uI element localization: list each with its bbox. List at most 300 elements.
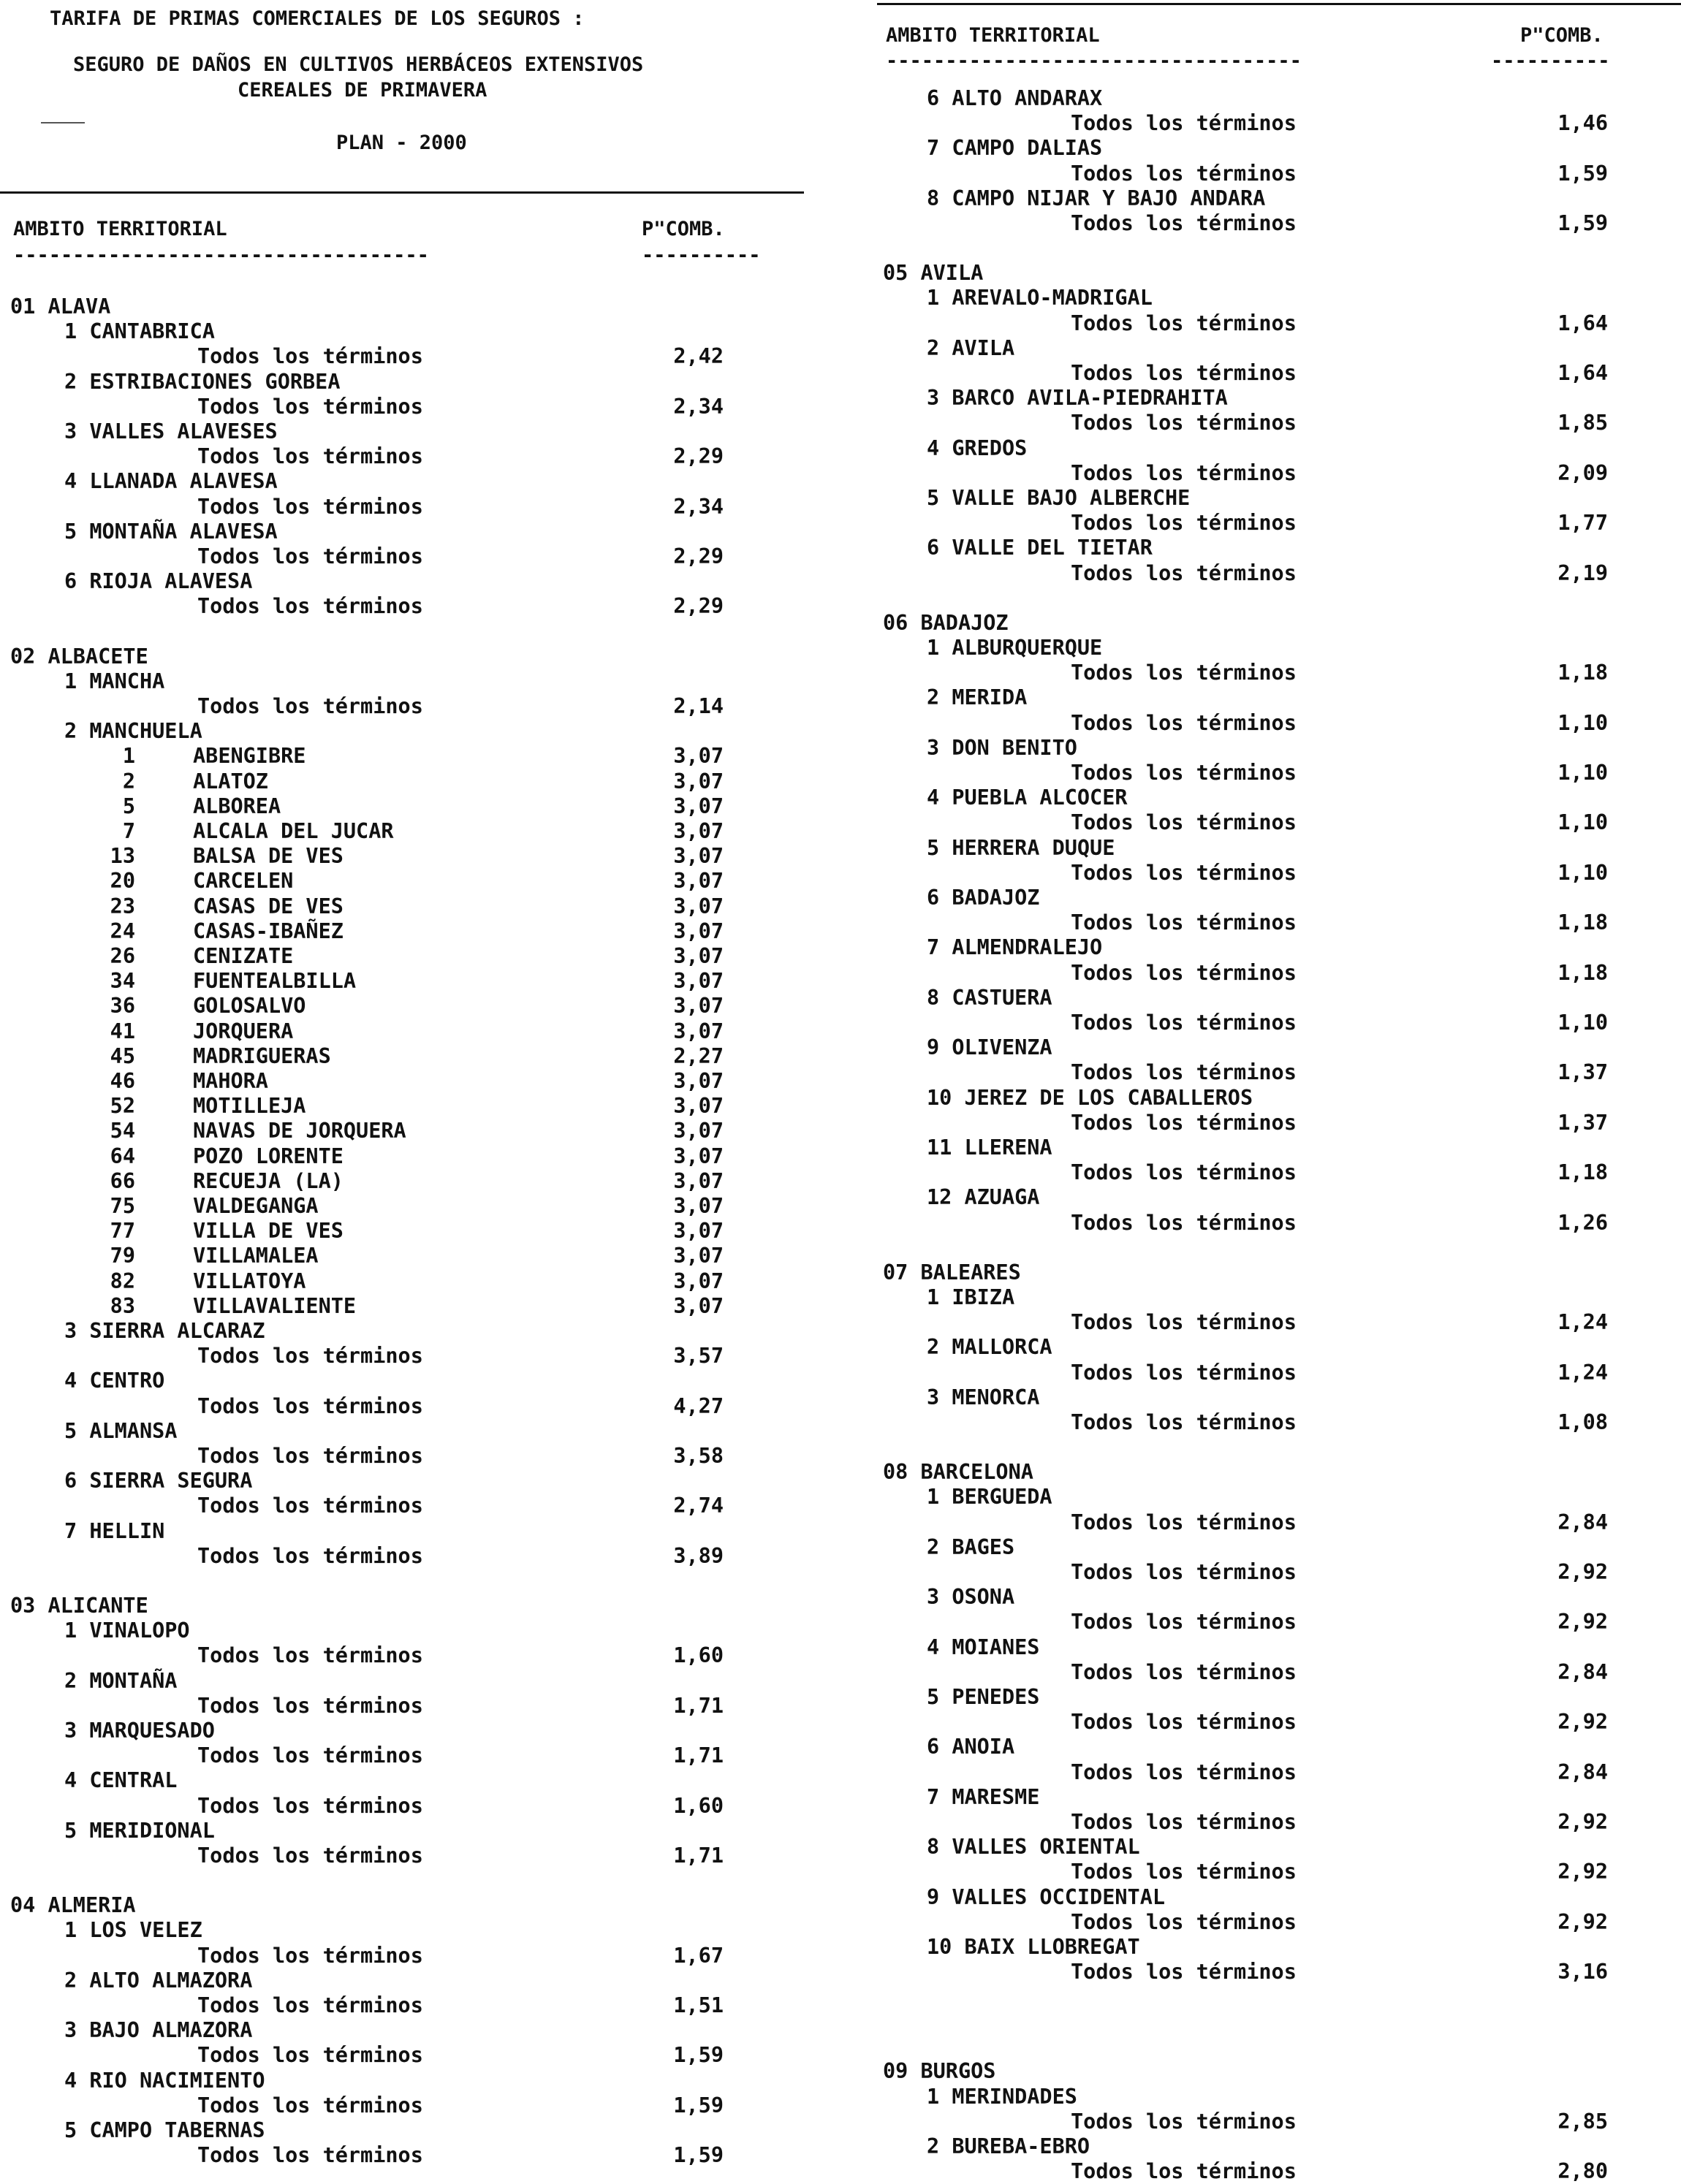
all-terms-label: Todos los términos: [197, 1393, 423, 1418]
municipality-code: 34: [110, 969, 135, 994]
zone-name: 2 MERIDA: [927, 685, 1028, 710]
all-terms-label: Todos los términos: [197, 1543, 423, 1568]
zone-name: 1 AREVALO-MADRIGAL: [927, 286, 1153, 311]
all-terms-label: Todos los términos: [1071, 1710, 1297, 1735]
zone-row: [877, 886, 1681, 910]
col-underline-pcomb: ----------: [642, 246, 761, 265]
zone-row: [877, 1635, 1681, 1660]
premium-value: 3,07: [673, 869, 724, 894]
municipality-row: [0, 944, 811, 969]
municipality-code: 52: [110, 1094, 135, 1119]
premium-value: 2,92: [1557, 1710, 1608, 1735]
province-name: 02 ALBACETE: [10, 644, 148, 669]
zone-row: [0, 2018, 811, 2043]
municipality-code: 7: [122, 819, 135, 843]
all-terms-row: [877, 1310, 1681, 1335]
municipality-code: 13: [110, 844, 135, 869]
premium-value: 3,07: [673, 744, 724, 769]
municipality-name: BALSA DE VES: [193, 844, 344, 869]
premium-value: 2,09: [1557, 460, 1608, 485]
zone-name: 5 VALLE BAJO ALBERCHE: [927, 486, 1191, 510]
premium-value: 3,57: [673, 1344, 724, 1369]
all-terms-row: [0, 544, 811, 569]
province-name: 09 BURGOS: [883, 2059, 996, 2084]
municipality-name: FUENTEALBILLA: [193, 969, 357, 994]
premium-value: 2,29: [673, 594, 724, 619]
zone-row: [877, 186, 1681, 211]
zone-name: 1 MANCHA: [64, 669, 165, 693]
all-terms-label: Todos los términos: [1071, 161, 1297, 186]
all-terms-label: Todos los términos: [1071, 311, 1297, 335]
all-terms-label: Todos los términos: [197, 2093, 423, 2118]
all-terms-row: [0, 1394, 811, 1419]
zone-name: 3 BARCO AVILA-PIEDRAHITA: [927, 386, 1228, 411]
zone-row: [877, 1185, 1681, 1210]
all-terms-label: Todos los términos: [197, 1693, 423, 1718]
all-terms-label: Todos los términos: [197, 394, 423, 419]
zone-name: 2 BAGES: [927, 1534, 1015, 1559]
premium-value: 3,07: [673, 1244, 724, 1268]
all-terms-row: [0, 1944, 811, 1968]
all-terms-label: Todos los términos: [1071, 1909, 1297, 1934]
all-terms-label: Todos los términos: [1071, 2159, 1297, 2184]
zone-row: [0, 1419, 811, 1444]
col-header-ambito: AMBITO TERRITORIAL: [13, 218, 227, 240]
premium-value: 3,07: [673, 1219, 724, 1244]
zone-row: [877, 386, 1681, 411]
municipality-row: [0, 1244, 811, 1268]
province-name: 07 BALEARES: [883, 1260, 1021, 1285]
all-terms-row: [877, 2159, 1681, 2184]
zone-name: 4 CENTRAL: [64, 1768, 178, 1793]
all-terms-row: [877, 961, 1681, 986]
premium-value: 3,07: [673, 1293, 724, 1318]
premium-value: 1,77: [1557, 511, 1608, 536]
col-header-ambito-right: AMBITO TERRITORIAL: [886, 24, 1100, 47]
municipality-name: ABENGIBRE: [193, 744, 306, 769]
premium-value: 1,59: [673, 2043, 724, 2068]
municipality-row: [0, 1044, 811, 1069]
all-terms-label: Todos los términos: [1071, 1860, 1297, 1884]
zone-name: 1 MERINDADES: [927, 2084, 1077, 2109]
all-terms-label: Todos los términos: [1071, 1210, 1297, 1235]
premium-value: 3,07: [673, 769, 724, 794]
zone-row: [877, 1385, 1681, 1410]
premium-value: 2,85: [1557, 2109, 1608, 2134]
municipality-row: [0, 794, 811, 819]
province-row: [0, 1594, 811, 1618]
premium-value: 2,19: [1557, 560, 1608, 585]
premium-value: 1,08: [1557, 1410, 1608, 1434]
municipality-row: [0, 1094, 811, 1119]
all-terms-row: [877, 1910, 1681, 1935]
municipality-code: 77: [110, 1219, 135, 1244]
all-terms-label: Todos los términos: [1071, 1560, 1297, 1584]
premium-value: 3,07: [673, 994, 724, 1019]
municipality-name: MAHORA: [193, 1069, 268, 1093]
all-terms-label: Todos los términos: [1071, 1759, 1297, 1784]
all-terms-label: Todos los términos: [1071, 111, 1297, 136]
premium-value: 3,07: [673, 918, 724, 943]
zone-row: [0, 669, 811, 694]
all-terms-row: [0, 2143, 811, 2168]
all-terms-label: Todos los términos: [197, 1943, 423, 1968]
municipality-row: [0, 744, 811, 769]
zone-name: 12 AZUAGA: [927, 1185, 1040, 1210]
municipality-name: JORQUERA: [193, 1019, 294, 1043]
zone-name: 2 AVILA: [927, 335, 1015, 360]
all-terms-row: [0, 495, 811, 520]
all-terms-row: [0, 1544, 811, 1569]
all-terms-row: [877, 1660, 1681, 1685]
premium-value: 4,27: [673, 1393, 724, 1418]
municipality-row: [0, 769, 811, 794]
municipality-code: 26: [110, 944, 135, 968]
zone-row: [0, 370, 811, 395]
zone-name: 6 VALLE DEL TIETAR: [927, 536, 1153, 560]
premium-value: 1,24: [1557, 1360, 1608, 1385]
zone-row: [0, 2069, 811, 2093]
all-terms-row: [877, 810, 1681, 835]
all-terms-row: [877, 1710, 1681, 1735]
province-name: 04 ALMERIA: [10, 1893, 136, 1918]
premium-value: 1,37: [1557, 1060, 1608, 1085]
col-header-pcomb-right: P"COMB.: [1520, 24, 1604, 47]
zone-name: 1 BERGUEDA: [927, 1485, 1052, 1510]
municipality-row: [0, 869, 811, 894]
zone-row: [877, 1086, 1681, 1111]
premium-value: 1,10: [1557, 1011, 1608, 1035]
all-terms-row: [0, 1844, 811, 1868]
all-terms-row: [877, 461, 1681, 486]
zone-row: [877, 2134, 1681, 2159]
premium-value: 1,60: [673, 1643, 724, 1668]
zone-name: 3 MENORCA: [927, 1385, 1040, 1409]
all-terms-label: Todos los términos: [197, 1743, 423, 1768]
zone-name: 3 SIERRA ALCARAZ: [64, 1319, 265, 1343]
municipality-name: CASAS-IBAÑEZ: [193, 918, 344, 943]
municipality-name: NAVAS DE JORQUERA: [193, 1119, 406, 1144]
premium-value: 3,07: [673, 1144, 724, 1168]
zone-row: [0, 1968, 811, 1993]
all-terms-label: Todos los términos: [197, 444, 423, 469]
municipality-row: [0, 1294, 811, 1319]
zone-row: [0, 1369, 811, 1393]
zone-row: [0, 520, 811, 544]
premium-value: 2,34: [673, 494, 724, 519]
premium-value: 3,07: [673, 894, 724, 918]
all-terms-row: [0, 1643, 811, 1668]
municipality-name: VILLATOYA: [193, 1268, 306, 1293]
premium-value: 3,07: [673, 1168, 724, 1193]
zone-name: 5 MERIDIONAL: [64, 1818, 215, 1843]
municipality-name: ALBOREA: [193, 794, 281, 818]
all-terms-label: Todos los términos: [1071, 960, 1297, 985]
municipality-name: POZO LORENTE: [193, 1144, 344, 1168]
all-terms-row: [877, 1011, 1681, 1035]
zone-row: [877, 636, 1681, 661]
premium-value: 3,16: [1557, 1960, 1608, 1985]
zone-name: 3 BAJO ALMAZORA: [64, 2018, 253, 2043]
province-row: [0, 294, 811, 319]
zone-row: [0, 569, 811, 594]
zone-name: 3 OSONA: [927, 1585, 1015, 1610]
province-name: 03 ALICANTE: [10, 1594, 148, 1618]
premium-value: 1,59: [673, 2143, 724, 2168]
premium-value: 3,89: [673, 1543, 724, 1568]
municipality-name: CENIZATE: [193, 944, 294, 968]
zone-name: 5 ALMANSA: [64, 1418, 178, 1443]
premium-value: 1,18: [1557, 661, 1608, 685]
all-terms-row: [877, 761, 1681, 785]
zone-name: 3 MARQUESADO: [64, 1719, 215, 1743]
municipality-code: 79: [110, 1244, 135, 1268]
municipality-name: VILLAMALEA: [193, 1244, 319, 1268]
municipality-row: [0, 994, 811, 1019]
col-underline-pcomb-right: ----------: [1491, 51, 1610, 71]
zone-name: 6 BADAJOZ: [927, 886, 1040, 910]
premium-value: 1,59: [1557, 161, 1608, 186]
zone-row: [877, 986, 1681, 1011]
zone-row: [0, 1768, 811, 1793]
municipality-row: [0, 1144, 811, 1169]
premium-value: 2,84: [1557, 1659, 1608, 1684]
zone-name: 3 DON BENITO: [927, 735, 1077, 760]
all-terms-row: [877, 1560, 1681, 1585]
municipality-name: VILLA DE VES: [193, 1219, 344, 1244]
zone-row: [0, 319, 811, 344]
all-terms-label: Todos los términos: [197, 494, 423, 519]
all-terms-row: [877, 1860, 1681, 1884]
premium-value: 3,07: [673, 819, 724, 843]
premium-value: 2,14: [673, 694, 724, 718]
zone-name: 5 PENEDES: [927, 1685, 1040, 1709]
municipality-name: CARCELEN: [193, 869, 294, 894]
premium-value: 2,74: [673, 1494, 724, 1518]
municipality-name: ALATOZ: [193, 769, 268, 794]
all-terms-label: Todos los términos: [1071, 1810, 1297, 1834]
zone-name: 2 ESTRIBACIONES GORBEA: [64, 369, 341, 394]
premium-value: 1,18: [1557, 960, 1608, 985]
premium-value: 1,59: [673, 2093, 724, 2118]
all-terms-label: Todos los términos: [197, 1793, 423, 1818]
municipality-name: RECUEJA (LA): [193, 1168, 344, 1193]
all-terms-label: Todos los términos: [1071, 2109, 1297, 2134]
all-terms-label: Todos los términos: [197, 344, 423, 369]
premium-value: 2,29: [673, 544, 724, 568]
municipality-row: [0, 1119, 811, 1144]
zone-name: 4 CENTRO: [64, 1369, 165, 1393]
premium-value: 3,07: [673, 1119, 724, 1144]
zone-name: 2 MALLORCA: [927, 1335, 1052, 1360]
zone-name: 2 MONTAÑA: [64, 1668, 178, 1693]
all-terms-row: [877, 1111, 1681, 1135]
premium-value: 3,07: [673, 944, 724, 968]
zone-row: [877, 336, 1681, 361]
all-terms-label: Todos los términos: [1071, 560, 1297, 585]
province-row: [0, 644, 811, 669]
all-terms-row: [877, 511, 1681, 536]
zone-row: [877, 785, 1681, 810]
municipality-row: [0, 1019, 811, 1044]
premium-value: 2,84: [1557, 1510, 1608, 1534]
zone-name: 2 MANCHUELA: [64, 719, 202, 744]
all-terms-row: [0, 1993, 811, 2018]
province-row: [877, 261, 1681, 286]
zone-name: 7 HELLIN: [64, 1518, 165, 1543]
premium-value: 3,07: [673, 794, 724, 818]
premium-value: 1,51: [673, 1993, 724, 2017]
province-name: 08 BARCELONA: [883, 1460, 1033, 1485]
zone-row: [0, 1719, 811, 1743]
all-terms-label: Todos los términos: [1071, 361, 1297, 385]
all-terms-row: [877, 861, 1681, 886]
all-terms-label: Todos los términos: [197, 2143, 423, 2168]
premium-value: 1,10: [1557, 860, 1608, 885]
premium-value: 3,07: [673, 1268, 724, 1293]
zone-row: [877, 736, 1681, 761]
zone-row: [877, 1935, 1681, 1960]
premium-value: 3,07: [673, 1019, 724, 1043]
all-terms-row: [0, 1694, 811, 1719]
premium-value: 2,42: [673, 344, 724, 369]
municipality-code: 82: [110, 1268, 135, 1293]
municipality-code: 46: [110, 1069, 135, 1093]
zone-row: [0, 2118, 811, 2143]
municipality-name: MADRIGUERAS: [193, 1043, 331, 1068]
document-subtitle: SEGURO DE DAÑOS EN CULTIVOS HERBÁCEOS EXTENSIVOS: [73, 53, 644, 76]
all-terms-row: [877, 411, 1681, 435]
zone-row: [0, 1819, 811, 1844]
all-terms-row: [877, 1361, 1681, 1385]
premium-value: 2,92: [1557, 1560, 1608, 1584]
all-terms-label: Todos los términos: [1071, 1960, 1297, 1985]
all-terms-label: Todos los términos: [1071, 1610, 1297, 1635]
premium-value: 2,80: [1557, 2159, 1608, 2184]
all-terms-row: [0, 1794, 811, 1819]
municipality-row: [0, 844, 811, 869]
province-row: [877, 611, 1681, 636]
premium-value: 3,07: [673, 1069, 724, 1093]
all-terms-label: Todos los términos: [1071, 511, 1297, 536]
premium-value: 1,71: [673, 1743, 724, 1768]
all-terms-label: Todos los términos: [1071, 810, 1297, 835]
all-terms-row: [0, 344, 811, 369]
municipality-code: 64: [110, 1144, 135, 1168]
premium-value: 1,10: [1557, 761, 1608, 785]
zone-name: 1 LOS VELEZ: [64, 1918, 202, 1943]
all-terms-label: Todos los términos: [197, 1344, 423, 1369]
col-underline-ambito: -----------------------------------: [13, 246, 429, 265]
province-name: 06 BADAJOZ: [883, 610, 1009, 635]
zone-name: 5 CAMPO TABERNAS: [64, 2118, 265, 2142]
all-terms-row: [877, 711, 1681, 736]
all-terms-row: [0, 1743, 811, 1768]
zone-name: 8 VALLES ORIENTAL: [927, 1835, 1140, 1860]
municipality-row: [0, 1194, 811, 1219]
all-terms-row: [877, 1760, 1681, 1785]
all-terms-label: Todos los términos: [1071, 1410, 1297, 1434]
municipality-name: ALCALA DEL JUCAR: [193, 819, 394, 843]
municipality-row: [0, 1269, 811, 1294]
all-terms-label: Todos los términos: [1071, 460, 1297, 485]
municipality-code: 83: [110, 1293, 135, 1318]
province-row: [877, 1460, 1681, 1485]
zone-row: [0, 1669, 811, 1694]
premium-value: 2,92: [1557, 1909, 1608, 1934]
premium-value: 1,26: [1557, 1210, 1608, 1235]
premium-value: 1,59: [1557, 211, 1608, 235]
municipality-row: [0, 969, 811, 994]
municipality-row: [0, 819, 811, 844]
zone-name: 6 SIERRA SEGURA: [64, 1469, 253, 1494]
zone-row: [877, 1285, 1681, 1310]
zone-name: 7 CAMPO DALIAS: [927, 136, 1103, 161]
all-terms-label: Todos los términos: [1071, 1310, 1297, 1335]
zone-row: [877, 1735, 1681, 1759]
zone-name: 4 GREDOS: [927, 435, 1028, 460]
zone-row: [877, 685, 1681, 710]
premium-value: 2,84: [1557, 1759, 1608, 1784]
all-terms-row: [0, 444, 811, 469]
zone-row: [877, 1485, 1681, 1510]
municipality-code: 45: [110, 1043, 135, 1068]
municipality-code: 54: [110, 1119, 135, 1144]
province-row: [877, 1260, 1681, 1285]
zone-name: 9 OLIVENZA: [927, 1035, 1052, 1060]
municipality-code: 66: [110, 1168, 135, 1193]
zone-row: [877, 1885, 1681, 1910]
province-name: 01 ALAVA: [10, 294, 111, 319]
premium-value: 1,71: [673, 1844, 724, 1868]
zone-row: [0, 1469, 811, 1494]
premium-value: 1,18: [1557, 910, 1608, 935]
zone-row: [877, 1585, 1681, 1610]
zone-row: [877, 1785, 1681, 1810]
zone-row: [877, 2085, 1681, 2109]
all-terms-row: [0, 594, 811, 619]
zone-name: 2 ALTO ALMAZORA: [64, 1968, 253, 1993]
municipality-name: MOTILLEJA: [193, 1094, 306, 1119]
zone-name: 4 LLANADA ALAVESA: [64, 469, 278, 494]
municipality-code: 2: [122, 769, 135, 794]
zone-name: 1 VINALOPO: [64, 1618, 190, 1643]
zone-row: [877, 436, 1681, 461]
municipality-code: 20: [110, 869, 135, 894]
all-terms-row: [0, 2043, 811, 2068]
zone-row: [877, 136, 1681, 161]
all-terms-label: Todos los términos: [197, 1643, 423, 1668]
all-terms-row: [877, 1060, 1681, 1085]
premium-value: 3,07: [673, 844, 724, 869]
zone-row: [877, 1835, 1681, 1860]
all-terms-label: Todos los términos: [1071, 1110, 1297, 1135]
municipality-code: 5: [122, 794, 135, 818]
premium-value: 1,24: [1557, 1310, 1608, 1335]
all-terms-label: Todos los términos: [1071, 1510, 1297, 1534]
all-terms-row: [877, 311, 1681, 336]
municipality-code: 1: [122, 744, 135, 769]
all-terms-label: Todos los términos: [1071, 710, 1297, 735]
all-terms-label: Todos los términos: [1071, 1160, 1297, 1185]
zone-row: [0, 1519, 811, 1544]
all-terms-label: Todos los términos: [1071, 661, 1297, 685]
zone-name: 10 BAIX LLOBREGAT: [927, 1935, 1140, 1959]
zone-name: 9 VALLES OCCIDENTAL: [927, 1884, 1166, 1909]
all-terms-label: Todos los términos: [1071, 1011, 1297, 1035]
all-terms-row: [877, 1410, 1681, 1435]
province-row: [877, 2059, 1681, 2084]
